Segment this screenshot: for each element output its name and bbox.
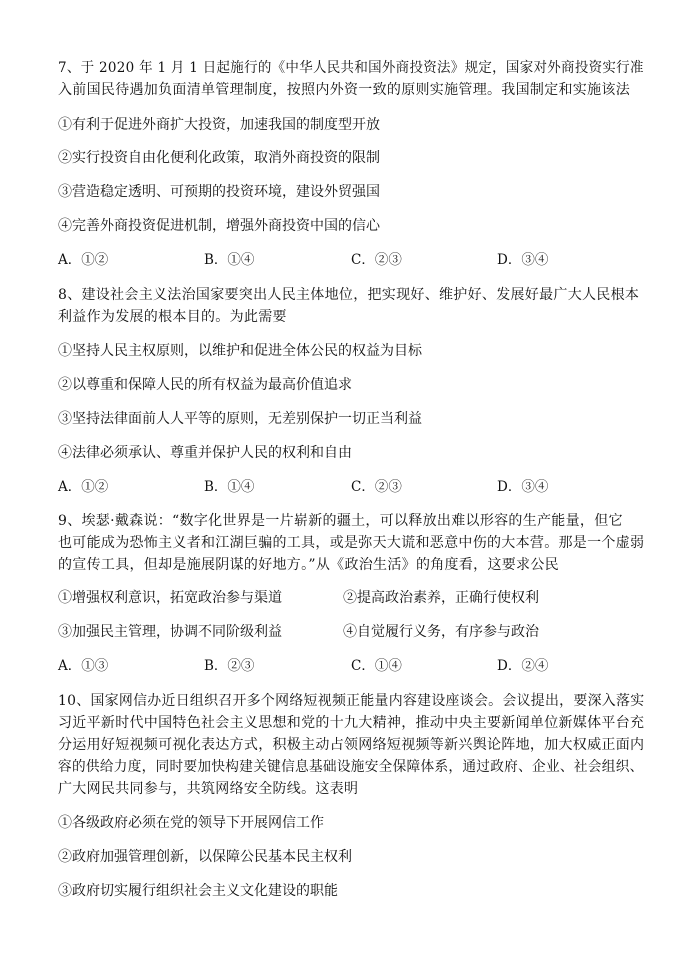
statement-item: ①各级政府必须在党的领导下开展网信工作 bbox=[58, 815, 324, 831]
answer-choice-c[interactable]: C．①④ bbox=[351, 658, 402, 674]
answer-choice-b[interactable]: B．①④ bbox=[204, 252, 255, 268]
question-stem-line: 10、国家网信办近日组织召开多个网络短视频正能量内容建设座谈会。会议提出，要深入落实 bbox=[58, 693, 645, 709]
question-stem-line: 利益作为发展的根本目的。为此需要 bbox=[58, 309, 287, 325]
answer-choice-a[interactable]: A．①③ bbox=[58, 658, 109, 674]
statement-item: ②实行投资自由化便利化政策，取消外商投资的限制 bbox=[58, 150, 380, 166]
question-stem-line: 容的供给力度，同时要加快构建关键信息基础设施安全保障体系，通过政府、企业、社会组织、 bbox=[58, 759, 644, 775]
statement-item: ③营造稳定透明、可预期的投资环境，建设外贸强国 bbox=[58, 184, 380, 200]
statement-item: ③坚持法律面前人人平等的原则，无差别保护一切正当利益 bbox=[58, 411, 422, 427]
answer-choice-d[interactable]: D．③④ bbox=[497, 479, 549, 495]
statement-item: ①有利于促进外商扩大投资，加速我国的制度型开放 bbox=[58, 117, 380, 133]
answer-choice-c[interactable]: C．②③ bbox=[351, 252, 402, 268]
answer-choice-b[interactable]: B．①④ bbox=[204, 479, 255, 495]
statement-item: ④自觉履行义务，有序参与政治 bbox=[343, 624, 539, 640]
answer-choice-a[interactable]: A．①② bbox=[58, 479, 109, 495]
question-stem-line: 习近平新时代中国特色社会主义思想和党的十九大精神，推动中央主要新闻单位新媒体平台充 bbox=[58, 715, 645, 731]
answer-choice-a[interactable]: A．①② bbox=[58, 252, 109, 268]
question-stem-line: 的宣传工具，但却是施展阴谋的好地方。”从《政治生活》的角度看，这要求公民 bbox=[58, 557, 559, 573]
statement-item: ①增强权利意识，拓宽政治参与渠道 bbox=[58, 590, 282, 606]
question-stem-line: 9、埃瑟·戴森说：“数字化世界是一片崭新的疆土，可以释放出难以形容的生产能量，但它 bbox=[58, 513, 623, 529]
answer-choice-d[interactable]: D．②④ bbox=[497, 658, 549, 674]
statement-item: ①坚持人民主权原则，以维护和促进全体公民的权益为目标 bbox=[58, 343, 422, 359]
question-stem-line: 广大网民共同参与，共筑网络安全防线。这表明 bbox=[58, 781, 359, 797]
answer-choice-b[interactable]: B．②③ bbox=[204, 658, 255, 674]
statement-item: ③政府切实履行组织社会主义文化建设的职能 bbox=[58, 883, 338, 899]
question-stem-line: 8、建设社会主义法治国家要突出人民主体地位，把实现好、维护好、发展好最广大人民根本 bbox=[58, 287, 640, 303]
statement-item: ③加强民主管理，协调不同阶级利益 bbox=[58, 624, 282, 640]
statement-item: ②提高政治素养，正确行使权利 bbox=[343, 590, 539, 606]
answer-choice-c[interactable]: C．②③ bbox=[351, 479, 402, 495]
statement-item: ④完善外商投资促进机制，增强外商投资中国的信心 bbox=[58, 218, 380, 234]
statement-item: ②以尊重和保障人民的所有权益为最高价值追求 bbox=[58, 377, 352, 393]
statement-item: ②政府加强管理创新，以保障公民基本民主权利 bbox=[58, 849, 352, 865]
answer-choice-d[interactable]: D．③④ bbox=[497, 252, 549, 268]
question-stem-line: 也可能成为恐怖主义者和江湖巨骗的工具，或是弥天大谎和恶意中伤的大本营。那是一个虚弱 bbox=[58, 535, 645, 551]
question-stem-line: 7、于 2020 年 1 月 1 日起施行的《中华人民共和国外商投资法》规定，国家对外商投资实行准 bbox=[58, 60, 644, 76]
question-stem-line: 分运用好短视频可视化表达方式，积极主动占领网络短视频等新兴舆论阵地，加大权威正面内 bbox=[58, 737, 645, 753]
question-stem-line: 入前国民待遇加负面清单管理制度，按照内外资一致的原则实施管理。我国制定和实施该法 bbox=[58, 82, 630, 98]
statement-item: ④法律必须承认、尊重并保护人民的权利和自由 bbox=[58, 445, 352, 461]
